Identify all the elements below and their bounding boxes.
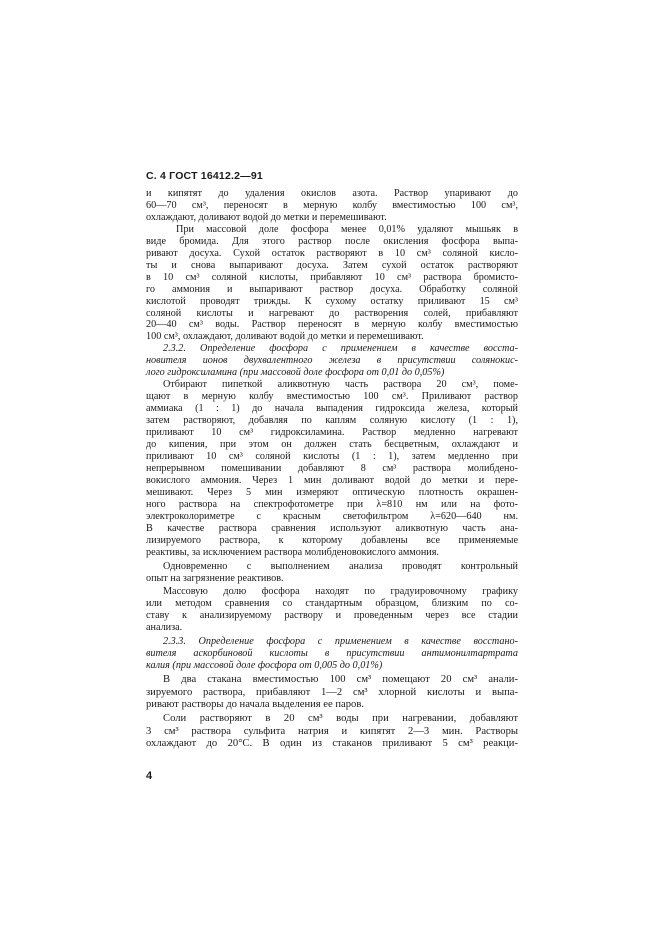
text-line: ного раствора на спектрофотометре при λ=810 нм или на фото-	[146, 498, 518, 510]
text-line: реактивы, за исключением раствора молибденовокислого аммония.	[146, 546, 439, 558]
text-line: вокислого аммония. Через 1 мин доливают водой до метки и пере-	[146, 474, 518, 486]
section-2-3-2-heading	[146, 343, 518, 379]
text-line: электроколориметре с красным светофильтром λ=620—640 нм.	[146, 510, 518, 522]
text-line: калия (при массовой доле фосфора от 0,005 до 0,01%)	[146, 660, 383, 672]
text-line: вителя аскорбиновой кислоты в присутствии антимонилтартрата	[146, 648, 518, 660]
text-line: 2.3.3. Определение фосфора с применением в качестве восстано-	[163, 636, 518, 648]
text-line: Массовую долю фосфора находят по градуировочному графику	[163, 586, 518, 598]
paragraph-two-beakers	[146, 674, 518, 711]
text-line: лого гидроксиламина (при массовой доле фосфора от 0,01 до 0,05%)	[146, 367, 445, 379]
text-line: виде бромида. Для этого раствор после окисления фосфора выпа-	[146, 235, 518, 247]
paragraph-calibration	[146, 586, 518, 634]
paragraph-control-test	[146, 561, 518, 585]
paragraph-salts-dissolve	[146, 713, 518, 750]
paragraph-arsenic-removal	[146, 224, 518, 344]
text-line: Соли растворяют в 20 см³ воды при нагревании, добавляют	[163, 713, 518, 725]
text-line: 3 см³ раствора сульфита натрия и кипятят 2—3 мин. Растворы	[146, 725, 518, 737]
text-line: приливают 10 см³ соляной кислоты (1 : 1), затем медленно при	[146, 450, 518, 462]
text-line: ривают досуха. Сухой остаток растворяют в 10 см³ соляной кисло-	[146, 247, 518, 259]
text-line: опыт на загрязнение реактивов.	[146, 572, 284, 584]
text-line: в 10 см³ соляной кислоты, прибавляют 10 см³ раствора бромисто-	[146, 271, 518, 283]
text-line: 100 см³, охлаждают, доливают водой до метки и перемешивают.	[146, 331, 424, 343]
paragraph-procedure-iron	[146, 379, 518, 558]
text-line: ривают растворы до начала выделения ее паров.	[146, 698, 364, 710]
text-line: охлаждают до 20°С. В один из стаканов приливают 5 см³ реакци-	[146, 738, 518, 750]
text-line: В качестве раствора сравнения используют аликвотную часть ана-	[146, 522, 518, 534]
document-body	[146, 188, 518, 751]
text-line: ты и снова выпаривают досуха. Затем сухой остаток растворяют	[146, 259, 518, 271]
text-line: зируемого раствора, прибавляют 1—2 см³ хлорной кислоты и выпа-	[146, 686, 518, 698]
text-line: анализа.	[146, 622, 183, 634]
text-line: приливают 10 см³ гидроксиламина. Раствор медленно нагревают	[146, 427, 518, 439]
text-line: Одновременно с выполнением анализа проводят контрольный	[163, 560, 518, 572]
text-line: до кипения, при этом он должен стать бесцветным, охлаждают и	[146, 439, 518, 451]
section-2-3-3-heading	[146, 636, 518, 672]
text-line: и кипятят до удаления окислов азота. Раствор упаривают до	[146, 188, 518, 199]
text-line: При массовой доле фосфора менее 0,01% удаляют мышьяк в	[176, 223, 518, 235]
text-line: 2.3.2. Определение фосфора с применением в качестве восста-	[163, 343, 518, 355]
text-line: затем растворяют, добавляя по каплям соляную кислоту (1 : 1),	[146, 415, 518, 427]
text-line: щают в мерную колбу вместимостью 100 см³. Приливают раствор	[146, 391, 518, 403]
text-line: аммиака (1 : 1) до начала выпадения гидроксида железа, который	[146, 403, 518, 415]
text-line: мешивают. Через 5 мин измеряют оптическую плотность окрашен-	[146, 486, 518, 498]
text-line: соляной кислоты и нагревают до растворения солей, прибавляют	[146, 307, 518, 319]
text-line: кислотой проводят трижды. К сухому остатку приливают 15 см³	[146, 295, 518, 307]
text-line: Отбирают пипеткой аликвотную часть раствора 20 см³, поме-	[163, 379, 518, 391]
text-line: 60—70 см³, переносят в мерную колбу вместимостью 100 см³,	[146, 199, 518, 211]
text-line: ставу к анализируемому раствору и проведенным через все стадии	[146, 610, 518, 622]
text-line: новителя ионов двухвалентного железа в присутствии солянокис-	[146, 355, 518, 367]
paragraph-continuation	[146, 188, 518, 224]
text-line: непрерывном помешивании добавляют 8 см³ раствора молибдено-	[146, 462, 518, 474]
page-number: 4	[146, 770, 153, 782]
text-line: 20—40 см³ воды. Раствор переносят в мерную колбу вместимостью	[146, 319, 518, 331]
text-line: В два стакана вместимостью 100 см³ помещают 20 см³ анали-	[163, 674, 518, 686]
running-head: С. 4 ГОСТ 16412.2—91	[146, 170, 263, 182]
text-line: лизируемого раствора, к которому добавлены все применяемые	[146, 534, 518, 546]
text-line: охлаждают, доливают водой до метки и перемешивают.	[146, 211, 387, 223]
text-line: го аммония и выпаривают раствор досуха. Обработку соляной	[146, 283, 518, 295]
text-line: или методом сравнения со стандартным образцом, близким по со-	[146, 598, 518, 610]
